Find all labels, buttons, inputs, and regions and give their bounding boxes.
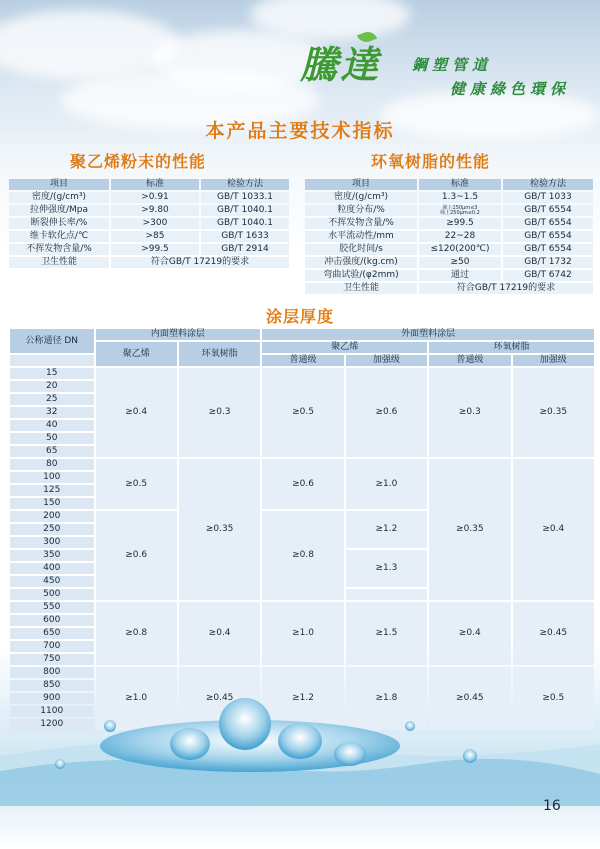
epoxy-cell: 密度/(g/cm³) [305, 192, 417, 203]
value-cell: ≥1.2 [262, 667, 343, 730]
value-cell: ≥0.3 [179, 368, 260, 457]
header-outer-pe-enhanced: 加强级 [346, 355, 427, 366]
epoxy-cell: 冲击强度/(kg.cm) [305, 257, 417, 268]
value-cell: ≥1.3 [346, 550, 427, 587]
epoxy-cell: 不挥发物含量/% [305, 218, 417, 229]
header-inner-coating: 内面塑料涂层 [96, 329, 261, 340]
value-cell: ≥1.0 [262, 602, 343, 665]
header-inner-pe: 聚乙烯 [96, 342, 177, 366]
header-outer-epoxy-normal: 普通级 [429, 355, 510, 366]
header-outer-pe: 聚乙烯 [262, 342, 427, 353]
epoxy-hygiene-value: 符合GB/T 17219的要求 [419, 283, 593, 294]
dn-cell: 700 [10, 641, 94, 652]
pe-cell: 断裂伸长率/% [9, 218, 109, 229]
pe-cell: GB/T 2914 [201, 244, 289, 255]
pe-cell: GB/T 1040.1 [201, 218, 289, 229]
epoxy-cell: 水平流动性/mm [305, 231, 417, 242]
value-cell: ≥0.45 [429, 667, 510, 730]
epoxy-cell: GB/T 1732 [503, 257, 593, 268]
epoxy-cell: GB/T 6554 [503, 231, 593, 242]
dn-cell: 1200 [10, 719, 94, 730]
value-cell: ≥0.35 [429, 459, 510, 600]
table-row [9, 231, 289, 242]
dn-cell: 20 [10, 381, 94, 392]
table-row [305, 205, 593, 216]
epoxy-properties-table [303, 177, 595, 296]
pe-cell: >9.80 [111, 205, 199, 216]
dn-cell: 300 [10, 537, 94, 548]
brand-name: 騰達 [300, 42, 381, 87]
value-cell: ≥0.4 [429, 602, 510, 665]
coating-section-title: 涂层厚度 [265, 307, 334, 326]
brand-logo [300, 34, 590, 104]
dn-cell: 15 [10, 368, 94, 379]
table-row [305, 270, 593, 281]
header-outer-epoxy: 环氧树脂 [429, 342, 594, 353]
table-row [10, 459, 594, 470]
table-row [305, 244, 593, 255]
pe-header-item: 项目 [9, 179, 109, 190]
coating-thickness-table [8, 327, 596, 732]
pe-header-method: 检验方法 [201, 179, 289, 190]
pe-section-title: 聚乙烯粉末的性能 [70, 152, 207, 171]
dn-cell: 80 [10, 459, 94, 470]
brand-slogan-line1: 鋼塑管道 [412, 56, 493, 74]
value-cell: ≥1.8 [346, 667, 427, 730]
epoxy-cell: GB/T 6742 [503, 270, 593, 281]
value-cell: ≥0.6 [346, 368, 427, 457]
pe-cell: GB/T 1633 [201, 231, 289, 242]
pe-hygiene-label: 卫生性能 [9, 257, 109, 268]
pe-hygiene-value: 符合GB/T 17219的要求 [111, 257, 289, 268]
dn-cell: 25 [10, 394, 94, 405]
dn-cell: 900 [10, 693, 94, 704]
dn-cell: 150 [10, 498, 94, 509]
epoxy-particle-line1: 筛上150μm≤3 [442, 204, 478, 211]
value-cell: ≥0.4 [96, 368, 177, 457]
epoxy-cell: GB/T 6554 [503, 218, 593, 229]
epoxy-cell: 1.3~1.5 [419, 192, 501, 203]
value-cell: ≥0.4 [179, 602, 260, 665]
header-outer-coating: 外面塑料涂层 [262, 329, 594, 340]
pe-properties-table [7, 177, 291, 270]
epoxy-hygiene-label: 卫生性能 [305, 283, 417, 294]
table-row [305, 257, 593, 268]
dn-cell: 65 [10, 446, 94, 457]
dn-cell: 750 [10, 654, 94, 665]
epoxy-cell: GB/T 6554 [503, 205, 593, 216]
value-cell-spacer [346, 589, 427, 600]
dn-cell: 600 [10, 615, 94, 626]
pe-cell: >300 [111, 218, 199, 229]
brand-slogan-line2: 健康綠色環保 [450, 80, 571, 98]
dn-cell: 1100 [10, 706, 94, 717]
dn-cell: 400 [10, 563, 94, 574]
pe-header-standard: 标准 [111, 179, 199, 190]
value-cell: ≥0.35 [179, 459, 260, 600]
value-cell: ≥0.6 [96, 511, 177, 600]
dn-cell: 450 [10, 576, 94, 587]
value-cell: ≥0.3 [429, 368, 510, 457]
pe-cell: 密度/(g/cm³) [9, 192, 109, 203]
epoxy-particle-line2: 筛上250μm≤0.2 [440, 209, 480, 216]
pe-cell: 维卡软化点/℃ [9, 231, 109, 242]
table-row [10, 368, 594, 379]
dn-cell: 500 [10, 589, 94, 600]
dn-cell: 125 [10, 485, 94, 496]
dn-cell: 250 [10, 524, 94, 535]
epoxy-cell: 胶化时间/s [305, 244, 417, 255]
pe-cell: GB/T 1033.1 [201, 192, 289, 203]
table-row [9, 218, 289, 229]
dn-cell: 550 [10, 602, 94, 613]
epoxy-particle-cell [419, 205, 501, 216]
page-title: 本产品主要技术指标 [205, 120, 395, 142]
table-row [305, 231, 593, 242]
header-inner-epoxy: 环氧树脂 [179, 342, 260, 366]
value-cell: ≥1.2 [346, 511, 427, 548]
dn-cell: 200 [10, 511, 94, 522]
value-cell: ≥0.4 [513, 459, 594, 600]
header-outer-pe-normal: 普通级 [262, 355, 343, 366]
epoxy-cell: GB/T 1033 [503, 192, 593, 203]
table-row [10, 667, 594, 678]
pe-cell: 拉伸强度/Mpa [9, 205, 109, 216]
value-cell: ≥0.5 [262, 368, 343, 457]
table-row [305, 218, 593, 229]
table-row [9, 205, 289, 216]
dn-cell: 32 [10, 407, 94, 418]
value-cell: ≥1.5 [346, 602, 427, 665]
table-row [305, 283, 593, 294]
value-cell: ≥0.6 [262, 459, 343, 509]
epoxy-header-item: 项目 [305, 179, 417, 190]
pe-cell: >85 [111, 231, 199, 242]
dn-cell: 350 [10, 550, 94, 561]
epoxy-header-method: 检验方法 [503, 179, 593, 190]
epoxy-cell: ≥50 [419, 257, 501, 268]
table-row [9, 192, 289, 203]
epoxy-cell: GB/T 6554 [503, 244, 593, 255]
value-cell: ≥1.0 [96, 667, 177, 730]
table-row [10, 602, 594, 613]
value-cell: ≥0.45 [179, 667, 260, 730]
value-cell: ≥0.8 [96, 602, 177, 665]
epoxy-cell: 通过 [419, 270, 501, 281]
epoxy-cell: ≥99.5 [419, 218, 501, 229]
pe-cell: 不挥发物含量/% [9, 244, 109, 255]
water-splash-image [0, 686, 600, 806]
table-row [9, 244, 289, 255]
value-cell: ≥0.45 [513, 602, 594, 665]
epoxy-cell: 22~28 [419, 231, 501, 242]
pe-cell: >0.91 [111, 192, 199, 203]
table-row [9, 257, 289, 268]
value-cell: ≥0.5 [513, 667, 594, 730]
epoxy-cell: ≤120(200℃) [419, 244, 501, 255]
dn-cell: 800 [10, 667, 94, 678]
pe-cell: GB/T 1040.1 [201, 205, 289, 216]
epoxy-header-standard: 标准 [419, 179, 501, 190]
value-cell: ≥0.35 [513, 368, 594, 457]
header-outer-epoxy-enhanced: 加强级 [513, 355, 594, 366]
dn-cell: 40 [10, 420, 94, 431]
dn-cell: 100 [10, 472, 94, 483]
dn-cell: 650 [10, 628, 94, 639]
value-cell: ≥0.5 [96, 459, 177, 509]
header-dn: 公称通径 DN [10, 329, 94, 353]
value-cell: ≥1.0 [346, 459, 427, 509]
dn-cell: 850 [10, 680, 94, 691]
dn-cell: 50 [10, 433, 94, 444]
epoxy-cell: 粒度分布/% [305, 205, 417, 216]
header-dn-spacer [10, 355, 94, 366]
epoxy-cell: 弯曲试验/(φ2mm) [305, 270, 417, 281]
epoxy-section-title: 环氧树脂的性能 [371, 152, 491, 171]
pe-cell: >99.5 [111, 244, 199, 255]
page-number: 16 [543, 798, 561, 814]
table-row [305, 192, 593, 203]
value-cell: ≥0.8 [262, 511, 343, 600]
